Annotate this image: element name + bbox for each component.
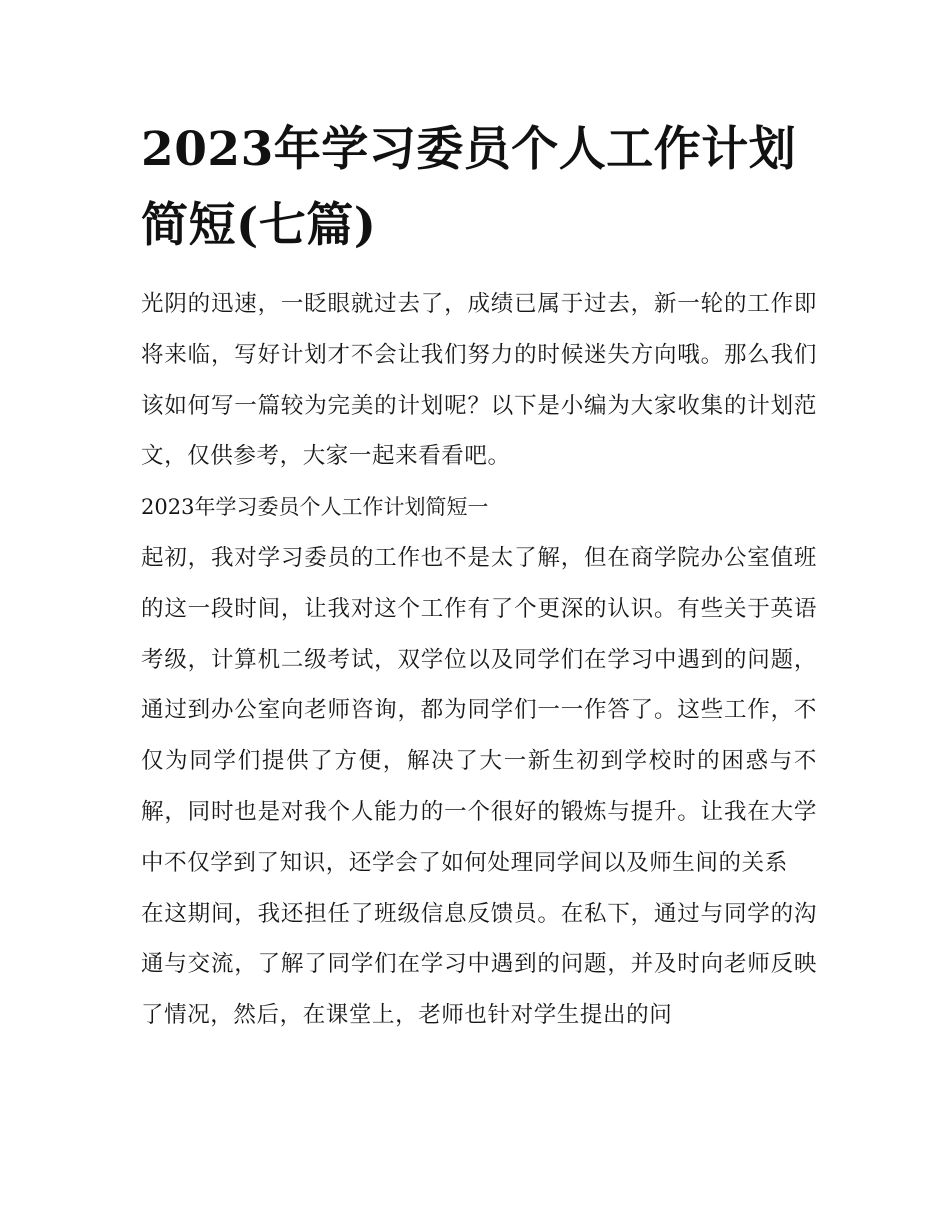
section-heading: 2023年学习委员个人工作计划简短一 <box>141 495 489 520</box>
body-paragraph-1: 起初，我对学习委员的工作也不是太了解，但在商学院办公室值班的这一段时间，让我对这个工作有了个更深的认识。有些关于英语考级，计算机二级考试，双学位以及同学们在学习中遇到的问题，通过到办公室向老师咨询，都为同学们一一作答了。这些工作，不仅为同学们提供了方便，解决了大一新生初到学校时的困惑与不解，同时也是对我个人能力的一个很好的锻炼与提升。让我在大学中不仅学到了知识，还学会了如何处理同学间以及师生间的关系 <box>141 544 817 876</box>
document-title: 2023年学习委员个人工作计划简短(七篇) <box>141 122 797 253</box>
intro-paragraph: 光阴的迅速，一眨眼就过去了，成绩已属于过去，新一轮的工作即将来临，写好计划才不会让我们努力的时候迷失方向哦。那么我们该如何写一篇较为完美的计划呢？以下是小编为大家收集的计划范文，仅供参考，大家一起来看看吧。 <box>141 291 817 470</box>
document-body <box>141 279 817 1041</box>
body-paragraph-2: 在这期间，我还担任了班级信息反馈员。在私下，通过与同学的沟通与交流，了解了同学们在学习中遇到的问题，并及时向老师反映了情况，然后，在课堂上，老师也针对学生提出的问 <box>141 900 817 1029</box>
